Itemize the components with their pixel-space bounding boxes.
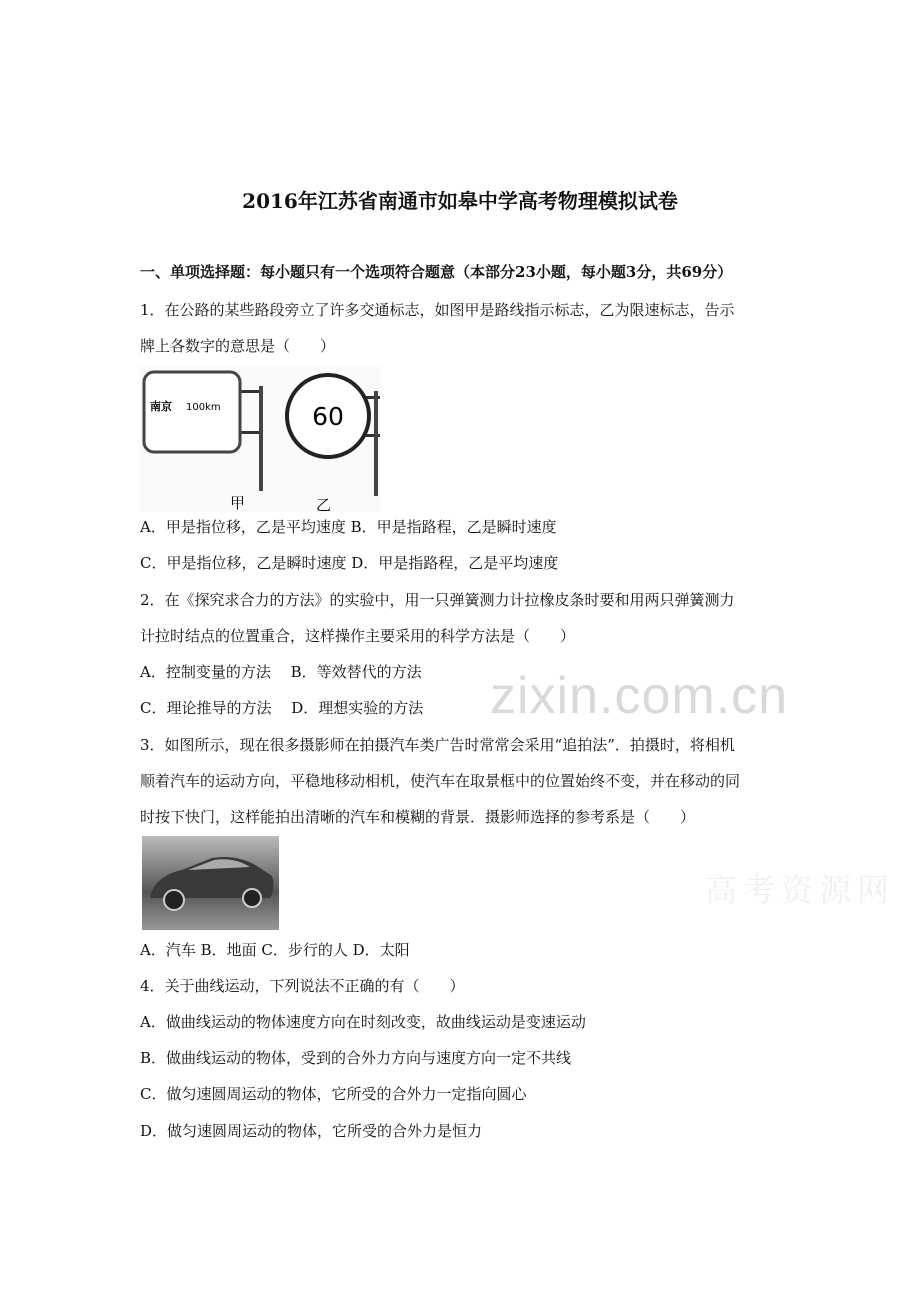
q1-line: 1．在公路的某些路段旁立了许多交通标志，如图甲是路线指示标志，乙为限速标志，告示 — [140, 301, 735, 319]
label-jia: 甲 — [230, 494, 246, 512]
q3-line: 顺着汽车的运动方向，平稳地移动相机，使汽车在取景框中的位置始终不变，并在移动的同 — [140, 772, 741, 790]
q4-line: 4．关于曲线运动，下列说法不正确的有（ ） — [140, 977, 465, 995]
q4-option: B．做曲线运动的物体，受到的合外力方向与速度方向一定不共线 — [140, 1049, 572, 1067]
q3-line: 3．如图所示，现在很多摄影师在拍摄汽车类广告时常常会采用“追拍法”．拍摄时，将相机 — [140, 736, 735, 754]
section-heading: 一、单项选择题：每小题只有一个选项符合题意（本部分23小题，每小题3分，共69分） — [140, 263, 733, 281]
sign-distance: 100km — [186, 402, 221, 413]
q3-line: 时按下快门，这样能拍出清晰的汽车和模糊的背景．摄影师选择的参考系是（ ） — [140, 808, 696, 826]
q4-option: D．做匀速圆周运动的物体，它所受的合外力是恒力 — [140, 1122, 483, 1140]
traffic-signs-figure — [140, 366, 380, 512]
sign-city: 南京 — [150, 400, 172, 413]
speed-limit: 60 — [312, 402, 344, 431]
label-yi: 乙 — [316, 496, 332, 512]
q4-option: C．做匀速圆周运动的物体，它所受的合外力一定指向圆心 — [140, 1085, 527, 1103]
car-photo — [142, 836, 279, 930]
q1-option: A．甲是指位移，乙是平均速度 B．甲是指路程，乙是瞬时速度 — [140, 518, 557, 536]
page-title: 2016年江苏省南通市如皋中学高考物理模拟试卷 — [242, 189, 678, 213]
q4-option: A．做曲线运动的物体速度方向在时刻改变，故曲线运动是变速运动 — [140, 1013, 586, 1031]
watermark-gaokao: 高考资源网 — [705, 871, 896, 909]
q2-option: C．理论推导的方法 D．理想实验的方法 — [140, 699, 424, 717]
q2-option: A．控制变量的方法 B．等效替代的方法 — [140, 663, 422, 681]
q3-option: A．汽车 B．地面 C．步行的人 D．太阳 — [140, 941, 410, 959]
q2-line: 计拉时结点的位置重合，这样操作主要采用的科学方法是（ ） — [140, 627, 576, 645]
q1-option: C．甲是指位移，乙是瞬时速度 D．甲是指路程，乙是平均速度 — [140, 554, 559, 572]
q2-line: 2．在《探究求合力的方法》的实验中，用一只弹簧测力计拉橡皮条时要和用两只弹簧测力 — [140, 591, 735, 609]
q1-line: 牌上各数字的意思是（ ） — [140, 337, 336, 355]
watermark-zixin: zixin.com.cn — [490, 667, 789, 725]
